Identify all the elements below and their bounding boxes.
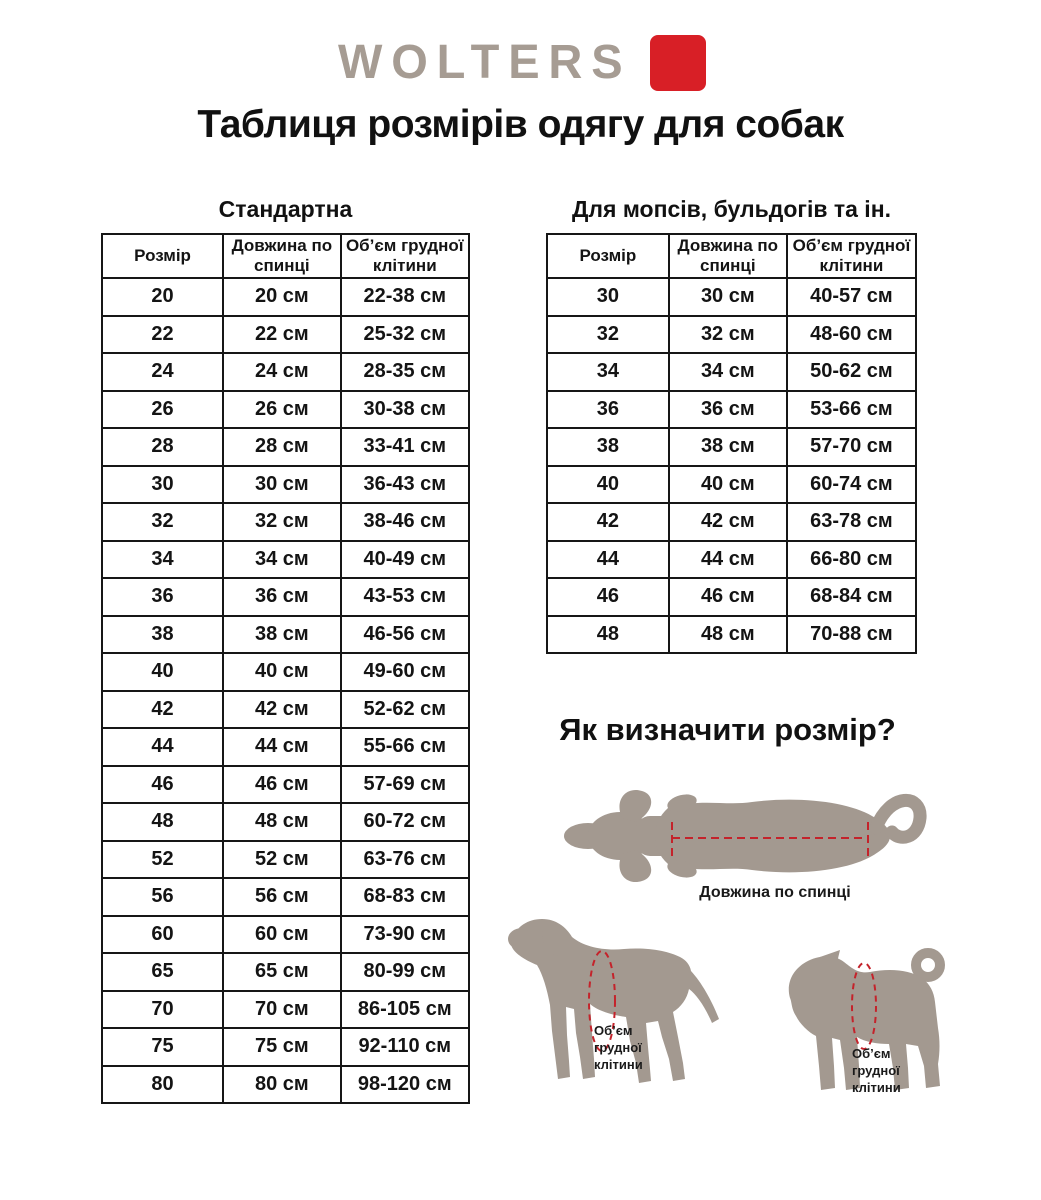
table-cell: 44 см xyxy=(669,541,787,579)
table-cell: 63-78 см xyxy=(787,503,916,541)
table-cell: 46 xyxy=(547,578,669,616)
table-cell: 68-84 см xyxy=(787,578,916,616)
standard-size-table xyxy=(101,233,470,1104)
table-cell: 38-46 см xyxy=(341,503,469,541)
table-cell: 34 см xyxy=(223,541,340,579)
table-cell: 56 см xyxy=(223,878,340,916)
table-cell: 46 xyxy=(102,766,223,804)
table-cell: 53-66 см xyxy=(787,391,916,429)
table-row xyxy=(102,466,469,504)
table-row xyxy=(547,466,916,504)
table-row xyxy=(547,616,916,654)
table-cell: 44 см xyxy=(223,728,340,766)
chest-label-line: Об’єм xyxy=(594,1023,633,1038)
table-cell: 28-35 см xyxy=(341,353,469,391)
table-row xyxy=(102,578,469,616)
table-cell: 73-90 см xyxy=(341,916,469,954)
column-header: Довжина по спинці xyxy=(223,234,340,278)
table-cell: 70 см xyxy=(223,991,340,1029)
table-row xyxy=(547,391,916,429)
table-cell: 92-110 см xyxy=(341,1028,469,1066)
table-cell: 46-56 см xyxy=(341,616,469,654)
table-cell: 44 xyxy=(102,728,223,766)
table-cell: 26 см xyxy=(223,391,340,429)
table-cell: 20 xyxy=(102,278,223,316)
table-row xyxy=(102,991,469,1029)
table-row xyxy=(102,878,469,916)
table-row xyxy=(102,541,469,579)
table-cell: 28 см xyxy=(223,428,340,466)
chest-label-line: Об’єм xyxy=(852,1046,891,1061)
table-row xyxy=(102,391,469,429)
table-cell: 24 см xyxy=(223,353,340,391)
pug-side-view-diagram xyxy=(778,940,978,1100)
table-cell: 32 см xyxy=(223,503,340,541)
table-cell: 30 см xyxy=(223,466,340,504)
column-header: Розмір xyxy=(102,234,223,278)
table-cell: 42 xyxy=(547,503,669,541)
table-cell: 57-70 см xyxy=(787,428,916,466)
brand-logo-text: WOLTERS xyxy=(338,36,632,89)
table-cell: 80-99 см xyxy=(341,953,469,991)
table-row xyxy=(102,916,469,954)
table-row xyxy=(547,541,916,579)
table-row xyxy=(102,841,469,879)
guide-heading: Як визначити розмір? xyxy=(559,712,896,747)
table-cell: 48 xyxy=(102,803,223,841)
brand-logo xyxy=(0,30,1041,96)
table-row xyxy=(102,1066,469,1104)
table-cell: 56 xyxy=(102,878,223,916)
table-cell: 52-62 см xyxy=(341,691,469,729)
table-cell: 66-80 см xyxy=(787,541,916,579)
table-row xyxy=(547,353,916,391)
measuring-guide-section xyxy=(500,706,955,1200)
table-cell: 60 см xyxy=(223,916,340,954)
table-row xyxy=(547,316,916,354)
table-row xyxy=(102,278,469,316)
table-cell: 40-49 см xyxy=(341,541,469,579)
table-cell: 57-69 см xyxy=(341,766,469,804)
table-row xyxy=(547,278,916,316)
table-row xyxy=(102,728,469,766)
table-cell: 26 xyxy=(102,391,223,429)
table-cell: 46 см xyxy=(669,578,787,616)
table-cell: 34 см xyxy=(669,353,787,391)
table-cell: 38 см xyxy=(669,428,787,466)
table-cell: 22 см xyxy=(223,316,340,354)
table-cell: 40 см xyxy=(223,653,340,691)
table-cell: 34 xyxy=(547,353,669,391)
table-cell: 38 xyxy=(547,428,669,466)
table-cell: 46 см xyxy=(223,766,340,804)
table-cell: 49-60 см xyxy=(341,653,469,691)
table-cell: 48-60 см xyxy=(787,316,916,354)
table-cell: 40 xyxy=(547,466,669,504)
table-cell: 50-62 см xyxy=(787,353,916,391)
table-row xyxy=(547,578,916,616)
table-row xyxy=(102,316,469,354)
table-row xyxy=(102,1028,469,1066)
page-title: Таблиця розмірів одягу для собак xyxy=(197,103,844,146)
table-cell: 22 xyxy=(102,316,223,354)
pug-size-table xyxy=(546,233,917,654)
table-cell: 32 xyxy=(102,503,223,541)
table-cell: 30 xyxy=(102,466,223,504)
table-cell: 63-76 см xyxy=(341,841,469,879)
table-cell: 75 см xyxy=(223,1028,340,1066)
table-row xyxy=(547,428,916,466)
table-header-row xyxy=(102,234,469,278)
back-length-label: Довжина по спинці xyxy=(699,884,851,901)
table-cell: 32 см xyxy=(669,316,787,354)
standard-table-body xyxy=(102,278,469,1103)
table-cell: 55-66 см xyxy=(341,728,469,766)
table-cell: 40 xyxy=(102,653,223,691)
column-header: Розмір xyxy=(547,234,669,278)
table-cell: 32 xyxy=(547,316,669,354)
pug-table-body xyxy=(547,278,916,653)
table-cell: 24 xyxy=(102,353,223,391)
table-cell: 44 xyxy=(547,541,669,579)
table-cell: 86-105 см xyxy=(341,991,469,1029)
dog-top-silhouette xyxy=(564,790,920,882)
column-header: Довжина по спинці xyxy=(669,234,787,278)
table-cell: 42 см xyxy=(669,503,787,541)
table-cell: 25-32 см xyxy=(341,316,469,354)
table-cell: 36 см xyxy=(669,391,787,429)
table-cell: 40-57 см xyxy=(787,278,916,316)
table-cell: 75 xyxy=(102,1028,223,1066)
dog-top-view-diagram xyxy=(560,776,940,896)
pug-sizes-section xyxy=(546,196,917,654)
table-row xyxy=(102,353,469,391)
table-row xyxy=(102,953,469,991)
column-header: Об’єм грудної клітини xyxy=(787,234,916,278)
column-header: Об’єм грудної клітини xyxy=(341,234,469,278)
table-cell: 98-120 см xyxy=(341,1066,469,1104)
table-row xyxy=(102,503,469,541)
table-cell: 20 см xyxy=(223,278,340,316)
table-cell: 80 см xyxy=(223,1066,340,1104)
table-row xyxy=(102,766,469,804)
standard-sizes-section xyxy=(101,196,470,1104)
table-cell: 33-41 см xyxy=(341,428,469,466)
table-cell: 52 см xyxy=(223,841,340,879)
table-cell: 48 см xyxy=(669,616,787,654)
table-cell: 65 xyxy=(102,953,223,991)
table-cell: 68-83 см xyxy=(341,878,469,916)
pug-table-caption: Для мопсів, бульдогів та ін. xyxy=(572,196,891,222)
table-row xyxy=(547,503,916,541)
table-row xyxy=(102,653,469,691)
chest-label-line: клітини xyxy=(852,1080,901,1095)
table-cell: 30 см xyxy=(669,278,787,316)
chest-label-line: клітини xyxy=(594,1057,643,1072)
chest-label-line: грудної xyxy=(852,1063,900,1078)
standard-table-caption: Стандартна xyxy=(218,196,353,222)
table-cell: 36 см xyxy=(223,578,340,616)
brand-red-square-icon xyxy=(650,35,706,91)
table-cell: 36-43 см xyxy=(341,466,469,504)
table-cell: 36 xyxy=(547,391,669,429)
table-cell: 28 xyxy=(102,428,223,466)
table-cell: 52 xyxy=(102,841,223,879)
table-cell: 65 см xyxy=(223,953,340,991)
table-header-row xyxy=(547,234,916,278)
table-cell: 48 xyxy=(547,616,669,654)
table-cell: 43-53 см xyxy=(341,578,469,616)
table-cell: 38 xyxy=(102,616,223,654)
table-row xyxy=(102,616,469,654)
table-cell: 30 xyxy=(547,278,669,316)
table-cell: 34 xyxy=(102,541,223,579)
table-cell: 48 см xyxy=(223,803,340,841)
chest-label-line: грудної xyxy=(594,1040,642,1055)
table-cell: 60-72 см xyxy=(341,803,469,841)
table-cell: 42 см xyxy=(223,691,340,729)
table-row xyxy=(102,803,469,841)
table-cell: 42 xyxy=(102,691,223,729)
table-row xyxy=(102,428,469,466)
table-row xyxy=(102,691,469,729)
table-cell: 80 xyxy=(102,1066,223,1104)
table-cell: 40 см xyxy=(669,466,787,504)
table-cell: 70 xyxy=(102,991,223,1029)
table-cell: 70-88 см xyxy=(787,616,916,654)
table-cell: 36 xyxy=(102,578,223,616)
table-cell: 60-74 см xyxy=(787,466,916,504)
dog-side-view-diagram xyxy=(506,905,736,1095)
table-cell: 60 xyxy=(102,916,223,954)
table-cell: 38 см xyxy=(223,616,340,654)
table-cell: 30-38 см xyxy=(341,391,469,429)
table-cell: 22-38 см xyxy=(341,278,469,316)
